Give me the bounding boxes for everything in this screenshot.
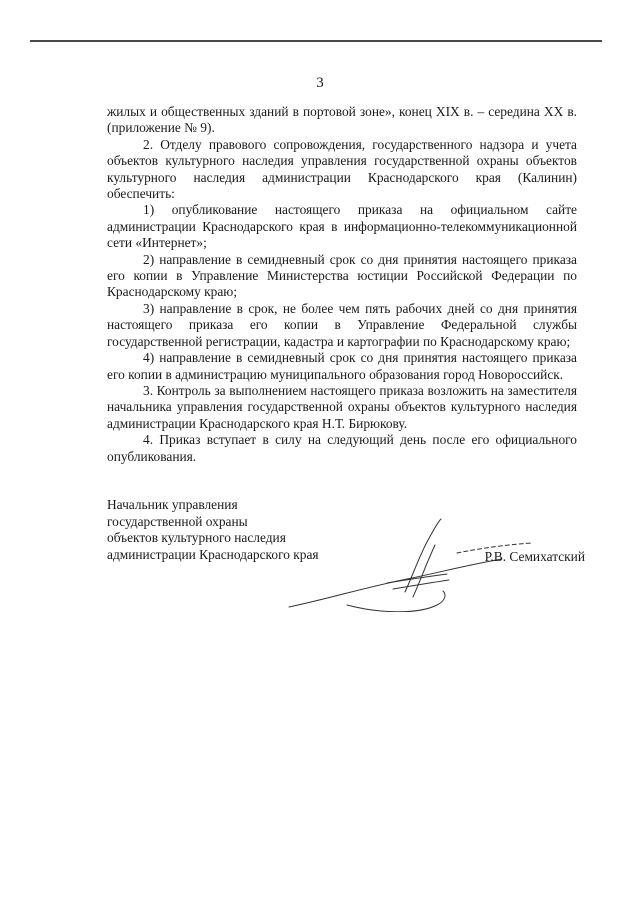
page-number: 3 — [316, 75, 324, 91]
signer-position-line: администрации Краснодарского края — [107, 546, 319, 562]
scan-edge-line — [30, 40, 602, 42]
signature-block — [107, 497, 585, 607]
paragraph-subitem-1: 1) опубликование настоящего приказа на официальном сайте администрации Краснодарского края в информационно-телекоммуникационной сети «Интернет»; — [107, 202, 577, 251]
paragraph-item-2: 2. Отделу правового сопровождения, государственного надзора и учета объектов культурного наследия управления государственной охраны объектов культурного наследия администрации Краснодарского края (Калинин) обеспечить: — [107, 136, 577, 202]
paragraph-subitem-3: 3) направление в срок, не более чем пять рабочих дней со дня принятия настоящего приказа его копии в Управление Федеральной службы государственной регистрации, кадастра и картографии по Краснодарскому краю; — [107, 300, 577, 349]
signer-position-line: государственной охраны — [107, 513, 248, 529]
signer-name: Р.В. Семихатский — [484, 549, 585, 564]
paragraph-subitem-2: 2) направление в семидневный срок со дня принятия настоящего приказа его копии в Управление Министерства юстиции Российской Федерации по Краснодарскому краю; — [107, 251, 577, 300]
paragraph-item-3: 3. Контроль за выполнением настоящего приказа возложить на заместителя начальника управления государственной охраны объектов культурного наследия администрации Краснодарского края Н.Т. Бирюкову. — [107, 382, 577, 431]
signer-position-line: объектов культурного наследия — [107, 530, 286, 546]
signer-position-line: Начальник управления — [107, 497, 238, 512]
paragraph-subitem-4: 4) направление в семидневный срок со дня принятия настоящего приказа его копии в администрацию муниципального образования город Новороссийск. — [107, 350, 577, 382]
document-body — [107, 104, 577, 465]
paragraph-continuation: жилых и общественных зданий в портовой зоне», конец XIX в. – середина XX в. (приложение № 9). — [107, 104, 577, 136]
paragraph-item-4: 4. Приказ вступает в силу на следующий день после его официального опубликования. — [107, 432, 577, 464]
